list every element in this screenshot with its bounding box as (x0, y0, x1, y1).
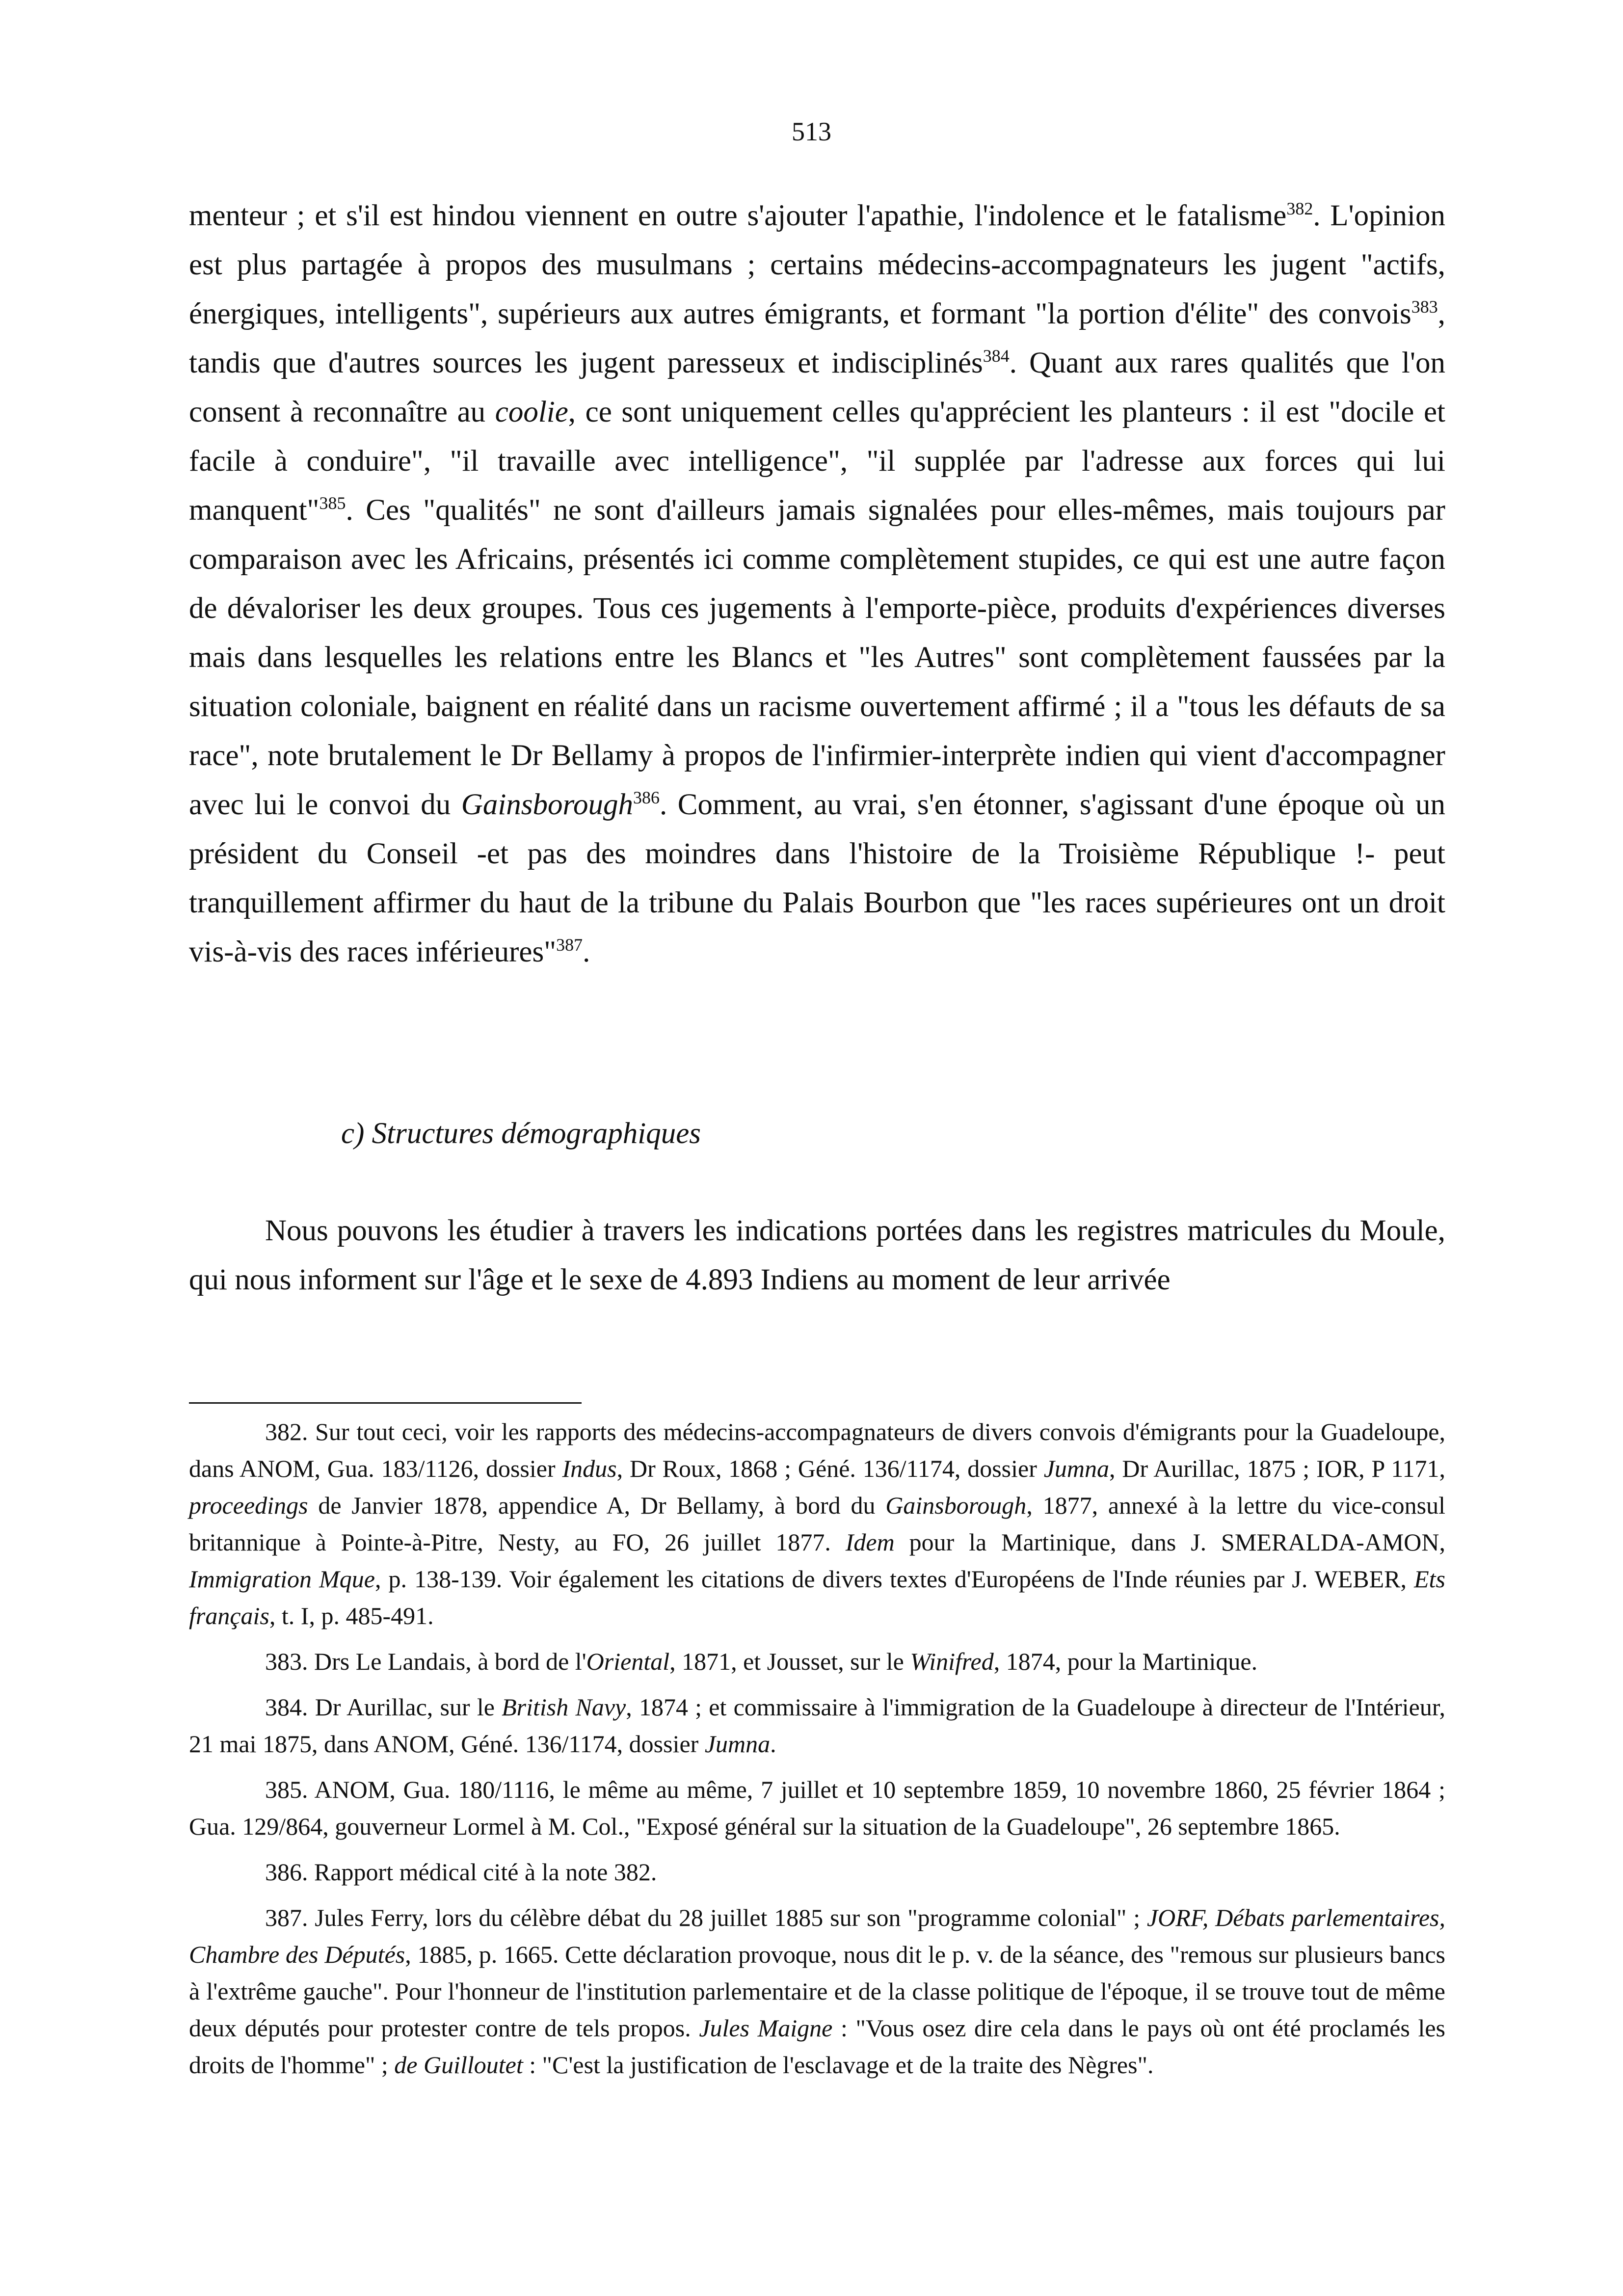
footnote-382 (189, 1414, 1445, 1634)
footnote-italic: proceedings (189, 1492, 308, 1519)
body-text-segment: , tandis que d'autres sources les jugent paresseux et indisciplinés (189, 297, 1445, 379)
footnote-italic: Oriental (586, 1648, 670, 1675)
footnote-italic: Winifred (910, 1648, 994, 1675)
footnote-text: , t. I, p. 485-491. (269, 1602, 434, 1629)
footnote-italic: de Guilloutet (394, 2051, 523, 2079)
footnote-text: , Dr Roux, 1868 ; Géné. 136/1174, dossier (616, 1455, 1044, 1482)
footnote-384 (189, 1689, 1445, 1762)
footnote-italic: British Navy (502, 1693, 626, 1721)
footnote-text: , 1877, annexé à la lettre du vice-consul britannique à Pointe-à-Pitre, Nesty, au FO, 26 juillet 1877. (189, 1492, 1445, 1556)
footnote-text: , p. 138-139. Voir également les citations de divers textes d'Européens de l'Inde réunies par J. WEBER, (374, 1565, 1414, 1593)
footnote-text: 384. Dr Aurillac, sur le (265, 1693, 502, 1721)
footnote-ref-387: 387 (556, 935, 583, 955)
footnote-text: , Dr Aurillac, 1875 ; IOR, P 1171, (1109, 1455, 1446, 1482)
intro-text (189, 1206, 1445, 1305)
body-text-segment: . (583, 935, 590, 968)
italic-term-coolie: coolie (495, 396, 568, 428)
footnote-italic: Jumna (1043, 1455, 1110, 1482)
footnote-italic: Indus (562, 1455, 617, 1482)
footnote-387 (189, 1899, 1445, 2083)
footnote-italic: Idem (845, 1528, 895, 1556)
footnotes (189, 1414, 1445, 2092)
body-text-segment: . Comment, au vrai, s'en étonner, s'agissant d'une époque où un président du Conseil -et pas des moindres dans l'histoire de la Troisième République !- peut tranquillement affirmer du haut de la tribune du Palais Bourbon que "les races supérieures ont un droit vis-à-vis des races inférieures" (189, 788, 1445, 968)
footnote-text: . (770, 1730, 776, 1758)
footnote-italic: Immigration Mque (189, 1565, 375, 1593)
footnote-divider (189, 1402, 582, 1404)
footnote-text: , 1885, p. 1665. Cette déclaration provoque, nous dit le p. v. de la séance, des "remous sur plusieurs bancs à l'extrême gauche". Pour l'honneur de l'institution parlementaire et de la classe politique de l'époque, il se trouve tout de même deux députés pour protester contre de tels propos. (189, 1941, 1445, 2042)
footnote-text: : "Vous osez dire cela dans le pays où ont été proclamés les droits de l'homme" ; (189, 2014, 1445, 2079)
footnote-386: 386. Rapport médical cité à la note 382. (265, 1858, 657, 1886)
footnote-text: , 1874 ; et commissaire à l'immigration de la Guadeloupe à directeur de l'Intérieur, 21 mai 1875, dans ANOM, Géné. 136/1174, dossier (189, 1693, 1445, 1758)
footnote-italic: Ets français (189, 1565, 1445, 1629)
footnote-text: : "C'est la justification de l'esclavage et de la traite des Nègres". (523, 2051, 1154, 2079)
body-text (189, 191, 1445, 977)
footnote-ref-382: 382 (1286, 199, 1313, 218)
footnote-ref-383: 383 (1411, 297, 1438, 317)
footnote-text: 382. Sur tout ceci, voir les rapports des médecins-accompagnateurs de divers convois d'émigrants pour la Guadeloupe, dans ANOM, Gua. 183/1126, dossier (189, 1418, 1445, 1482)
footnote-text: 387. Jules Ferry, lors du célèbre débat du 28 juillet 1885 sur son "programme colonial" ; (265, 1904, 1147, 1931)
footnote-text: pour la Martinique, dans J. SMERALDA-AMON, (894, 1528, 1446, 1556)
footnote-ref-384: 384 (983, 346, 1010, 366)
footnote-ref-385: 385 (319, 493, 346, 513)
body-paragraph (189, 191, 1445, 977)
footnote-italic: Gainsborough (885, 1492, 1027, 1519)
page-number: 513 (792, 117, 831, 146)
footnote-text: 383. Drs Le Landais, à bord de l' (265, 1648, 586, 1675)
intro-paragraph: Nous pouvons les étudier à travers les indications portées dans les registres matricules du Moule, qui nous informent sur l'âge et le sexe de 4.893 Indiens au moment de leur arrivée (189, 1214, 1445, 1296)
footnote-383 (189, 1643, 1445, 1680)
footnote-text: , 1874, pour la Martinique. (993, 1648, 1258, 1675)
footnote-text: de Janvier 1878, appendice A, Dr Bellamy, à bord du (308, 1492, 886, 1519)
footnote-ref-386: 386 (633, 788, 660, 807)
italic-ship-name: Gainsborough (461, 788, 633, 821)
section-heading: c) Structures démographiques (341, 1117, 701, 1150)
footnote-italic: Jumna (704, 1730, 771, 1758)
footnote-385: 385. ANOM, Gua. 180/1116, le même au même, 7 juillet et 10 septembre 1859, 10 novembre 1860, 25 février 1864 ; Gua. 129/864, gouverneur Lormel à M. Col., "Exposé général sur la situation de la Guadeloupe", 26 septembre 1865. (189, 1776, 1445, 1840)
body-text-segment: , ce sont uniquement celles qu'apprécient les planteurs : il est "docile et facile à conduire", "il travaille avec intelligence", "il supplée par l'adresse aux forces qui lui manquent" (189, 396, 1445, 527)
body-text-segment: . Ces "qualités" ne sont d'ailleurs jamais signalées pour elles-mêmes, mais toujours par comparaison avec les Africains, présentés ici comme complètement stupides, ce qui est une autre façon de dévaloriser les deux groupes. Tous ces jugements à l'emporte-pièce, produits d'expériences diverses mais dans lesquelles les relations entre les Blancs et "les Autres" sont complètement faussées par la situation coloniale, baignent en réalité dans un racisme ouvertement affirmé ; il a "tous les défauts de sa race", note brutalement le Dr Bellamy à propos de l'infirmier-interprète indien qui vient d'accompagner avec lui le convoi du (189, 494, 1445, 821)
footnote-text: , 1871, et Jousset, sur le (669, 1648, 910, 1675)
body-text-segment: menteur ; et s'il est hindou viennent en outre s'ajouter l'apathie, l'indolence et le fatalisme (189, 199, 1287, 232)
footnote-italic: JORF, Débats parlementaires, Chambre des Députés (189, 1904, 1445, 1968)
footnote-italic: Jules Maigne (699, 2014, 833, 2042)
body-text-segment: . L'opinion est plus partagée à propos des musulmans ; certains médecins-accompagnateurs les jugent "actifs, énergiques, intelligents", supérieurs aux autres émigrants, et formant "la portion d'élite" des convois (189, 199, 1446, 330)
body-text-segment: . Quant aux rares qualités que l'on consent à reconnaître au (189, 347, 1445, 428)
